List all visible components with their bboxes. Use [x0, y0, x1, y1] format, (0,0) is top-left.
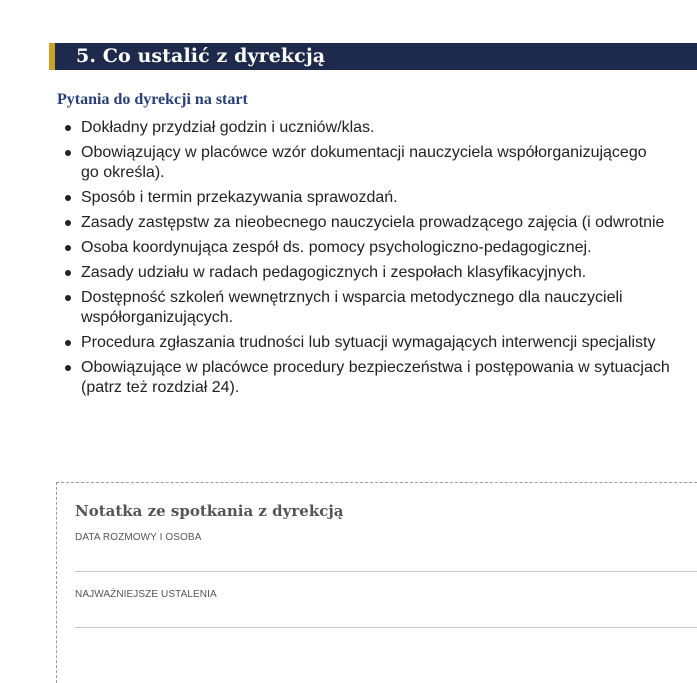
- question-item-text: Dostępność szkoleń wewnętrznych i wsparcia metodycznego dla nauczycieli: [81, 289, 623, 306]
- section-title: 5. Co ustalić z dyrekcją: [76, 45, 326, 67]
- question-item-text: Osoba koordynująca zespół ds. pomocy psychologiczno-pedagogicznej.: [81, 239, 592, 256]
- question-item-text: Sposób i termin przekazywania sprawozdań.: [81, 189, 398, 206]
- questions-heading: Pytania do dyrekcji na start: [57, 91, 248, 108]
- note-title: Notatka ze spotkania z dyrekcją: [75, 502, 344, 520]
- question-item: [62, 213, 697, 233]
- question-item: [62, 358, 697, 398]
- question-item-text: (patrz też rozdział 24).: [81, 379, 240, 396]
- question-item-text: Zasady udziału w radach pedagogicznych i zespołach klasyfikacyjnych.: [81, 264, 587, 281]
- field-label-date-person: DATA ROZMOWY I OSOBA: [75, 532, 202, 543]
- field-label-key-agreements: NAJWAŻNIEJSZE USTALENIA: [75, 589, 217, 600]
- question-item-text: go określa).: [81, 164, 165, 181]
- question-item: [62, 263, 697, 283]
- question-item: [62, 238, 697, 258]
- question-item-text: Obowiązujący w placówce wzór dokumentacji nauczyciela współorganizującego: [81, 144, 647, 161]
- section-header: [49, 43, 697, 70]
- question-item-text: współorganizujących.: [81, 309, 234, 326]
- question-item: [62, 143, 697, 183]
- question-item-text: Procedura zgłaszania trudności lub sytuacji wymagających interwencji specjalisty: [81, 334, 656, 351]
- questions-list: [62, 118, 697, 403]
- question-item: [62, 188, 697, 208]
- field-input-date-person[interactable]: [75, 571, 697, 572]
- field-input-key-agreements[interactable]: [75, 627, 697, 628]
- question-item-text: Obowiązujące w placówce procedury bezpieczeństwa i postępowania w sytuacjach: [81, 359, 670, 376]
- question-item-text: Dokładny przydział godzin i uczniów/klas.: [81, 119, 375, 136]
- question-item: [62, 288, 697, 328]
- question-item: [62, 118, 697, 138]
- question-item-text: Zasady zastępstw za nieobecnego nauczyciela prowadzącego zajęcia (i odwrotnie: [81, 214, 665, 231]
- question-item: [62, 333, 697, 353]
